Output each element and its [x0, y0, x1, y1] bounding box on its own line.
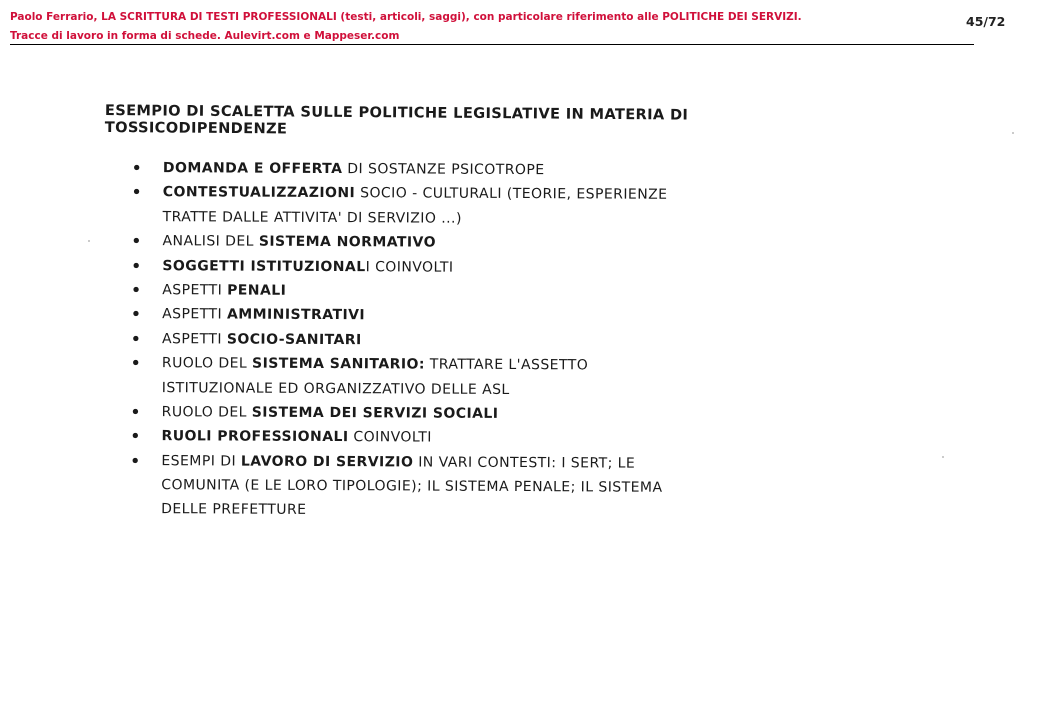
bullet-icon: • — [131, 232, 142, 251]
bold-text: SISTEMA SANITARIO: — [252, 355, 425, 373]
plain-text: ASPETTI — [162, 306, 228, 323]
plain-text: RUOLO DEL — [161, 404, 252, 421]
bullet-icon: • — [130, 402, 141, 421]
plain-text: ANALISI DEL — [162, 233, 259, 250]
plain-text: ASPETTI — [162, 330, 227, 348]
bullet-icon: • — [131, 280, 142, 300]
plain-text: ASPETTI — [162, 282, 228, 299]
document-title-line: TOSSICODIPENDENZE — [104, 118, 288, 138]
bold-text: SOCIO-SANITARI — [226, 331, 362, 348]
bold-text: PENALI — [227, 282, 287, 299]
bold-text: AMMINISTRATIVI — [226, 306, 366, 324]
plain-text: IN VARI CONTESTI: I SERT; LE — [413, 454, 636, 472]
plain-text: TRATTARE L'ASSETTO — [424, 356, 589, 374]
plain-text: TRATTE DALLE ATTIVITA' DI SERVIZIO ...) — [162, 208, 462, 227]
plain-text: I COINVOLTI — [365, 258, 454, 276]
bold-text: CONTESTUALIZZAZIONI — [162, 184, 356, 202]
outline-item-line — [163, 181, 932, 209]
outline-item — [132, 180, 932, 233]
plain-text: ISTITUZIONALE ED ORGANIZZATIVO DELLE ASL — [161, 379, 510, 398]
plain-text: COMUNITA (E LE LORO TIPOLOGIE); IL SISTEMA PENALE; IL SISTEMA — [161, 477, 663, 496]
plain-text: DI SOSTANZE PSICOTROPE — [342, 161, 545, 179]
bullet-icon: • — [130, 354, 142, 373]
plain-text: COINVOLTI — [348, 429, 432, 446]
header-title: Paolo Ferrario, LA SCRITTURA DI TESTI PROFESSIONALI (testi, articoli, saggi), con particolare riferimento alle POLITICHE DEI SERVIZI. — [10, 11, 802, 23]
bold-text: SISTEMA DEI SERVIZI SOCIALI — [251, 404, 499, 422]
plain-text: RUOLO DEL — [161, 355, 253, 372]
bullet-icon: • — [131, 256, 142, 275]
outline-item-line — [162, 351, 931, 379]
plain-text: ESEMPI DI — [161, 452, 241, 470]
bullet-icon: • — [130, 329, 142, 348]
bullet-icon: • — [130, 427, 141, 446]
outline-item — [131, 351, 931, 404]
bold-text: RUOLI PROFESSIONALI — [161, 428, 349, 446]
page-number: 45/72 — [966, 14, 1006, 29]
bold-text: LAVORO DI SERVIZIO — [240, 453, 414, 471]
bold-text: SOGGETTI ISTITUZIONAL — [162, 257, 366, 275]
bold-text: DOMANDA E OFFERTA — [162, 160, 343, 178]
bullet-icon: • — [130, 451, 141, 470]
plain-text: SOCIO - CULTURALI (TEORIE, ESPERIENZE — [355, 185, 668, 204]
page-header — [10, 8, 974, 45]
bold-text: SISTEMA NORMATIVO — [258, 233, 437, 251]
bullet-icon: • — [131, 183, 142, 202]
bullet-icon: • — [131, 305, 142, 324]
outline-item-line — [161, 498, 930, 526]
bullet-icon: • — [131, 158, 143, 178]
outline-list — [130, 156, 932, 526]
header-subtitle: Tracce di lavoro in forma di schede. Aulevirt.com e Mappeser.com — [10, 30, 400, 42]
document-title-line: ESEMPIO DI SCALETTA SULLE POLITICHE LEGISLATIVE IN MATERIA DI — [104, 102, 689, 124]
plain-text: DELLE PREFETTURE — [161, 501, 307, 519]
document-title — [105, 102, 925, 142]
outline-item — [130, 449, 930, 526]
